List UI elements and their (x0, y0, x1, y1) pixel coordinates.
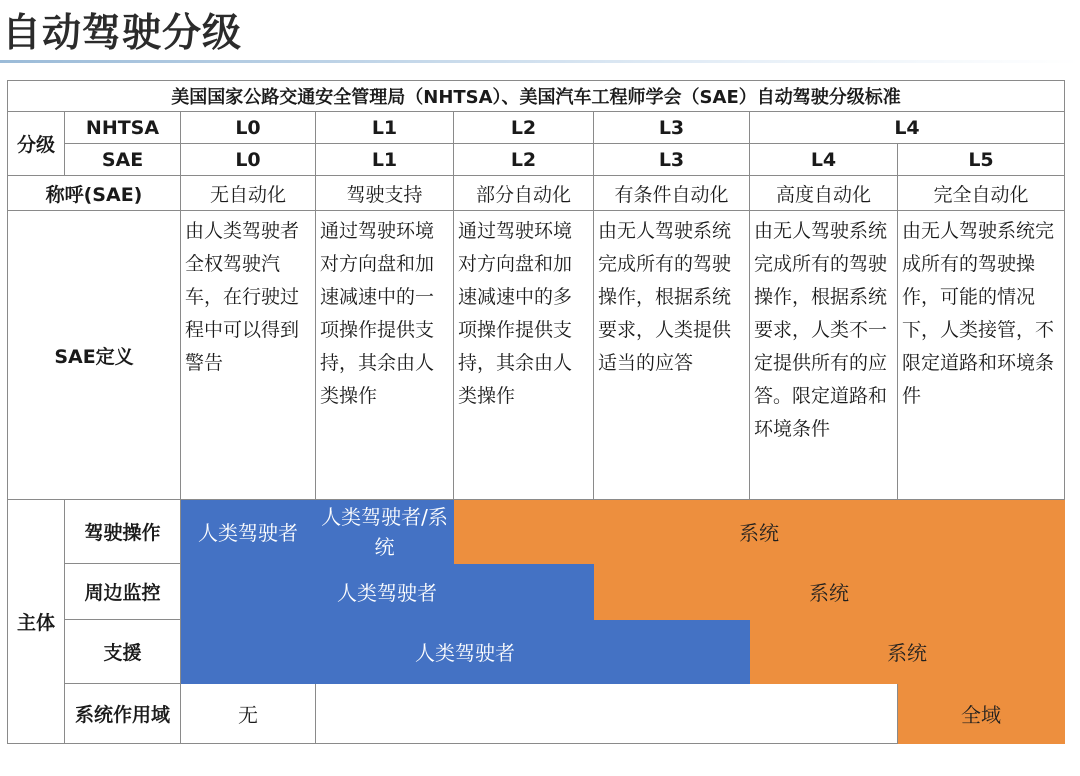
nhtsa-label: NHTSA (65, 112, 181, 144)
sae-level-l3: L3 (594, 144, 750, 176)
support-label: 支援 (65, 620, 181, 684)
page-title: 自动驾驶分级 (2, 11, 243, 56)
name-l5: 完全自动化 (898, 176, 1065, 211)
domain-label: 系统作用域 (65, 684, 181, 744)
sae-level-l0: L0 (181, 144, 316, 176)
sae-level-l2: L2 (454, 144, 594, 176)
sae-level-l4: L4 (750, 144, 898, 176)
name-l3: 有条件自动化 (594, 176, 750, 211)
driving-l1-human-system: 人类驾驶者/系统 (316, 500, 454, 564)
driving-system: 系统 (454, 500, 1065, 564)
driving-label: 驾驶操作 (65, 500, 181, 564)
nhtsa-level-l3: L3 (594, 112, 750, 144)
monitoring-human: 人类驾驶者 (181, 564, 594, 620)
domain-l0-none: 无 (181, 684, 316, 744)
title-divider (0, 60, 1080, 63)
definition-l0: 由人类驾驶者全权驾驶汽车，在行驶过程中可以得到警告 (181, 211, 316, 500)
name-l0: 无自动化 (181, 176, 316, 211)
definition-label: SAE定义 (8, 211, 181, 500)
monitoring-label: 周边监控 (65, 564, 181, 620)
name-label: 称呼(SAE) (8, 176, 181, 211)
sae-level-table (7, 80, 1065, 744)
definition-l2: 通过驾驶环境对方向盘和加速减速中的多项操作提供支持，其余由人类操作 (454, 211, 594, 500)
subject-label: 主体 (8, 500, 65, 744)
domain-l5-full: 全域 (898, 684, 1065, 744)
grading-label: 分级 (8, 112, 65, 176)
nhtsa-level-l0: L0 (181, 112, 316, 144)
name-l4: 高度自动化 (750, 176, 898, 211)
definition-l4: 由无人驾驶系统完成所有的驾驶操作，根据系统要求，人类不一定提供所有的应答。限定道路和环境条件 (750, 211, 898, 500)
sae-level-l5: L5 (898, 144, 1065, 176)
sae-level-l1: L1 (316, 144, 454, 176)
name-l1: 驾驶支持 (316, 176, 454, 211)
nhtsa-level-l2: L2 (454, 112, 594, 144)
support-system: 系统 (750, 620, 1065, 684)
driving-l0-human: 人类驾驶者 (181, 500, 316, 564)
domain-limited (316, 684, 898, 744)
table-header: 美国国家公路交通安全管理局（NHTSA）、美国汽车工程师学会（SAE）自动驾驶分级标准 (8, 81, 1065, 112)
nhtsa-level-l4: L4 (750, 112, 1065, 144)
definition-l3: 由无人驾驶系统完成所有的驾驶操作，根据系统要求，人类提供适当的应答 (594, 211, 750, 500)
sae-label: SAE (65, 144, 181, 176)
definition-l5: 由无人驾驶系统完成所有的驾驶操作，可能的情况下，人类接管，不限定道路和环境条件 (898, 211, 1065, 500)
definition-l1: 通过驾驶环境对方向盘和加速减速中的一项操作提供支持，其余由人类操作 (316, 211, 454, 500)
monitoring-system: 系统 (594, 564, 1065, 620)
nhtsa-level-l1: L1 (316, 112, 454, 144)
support-human: 人类驾驶者 (181, 620, 750, 684)
name-l2: 部分自动化 (454, 176, 594, 211)
